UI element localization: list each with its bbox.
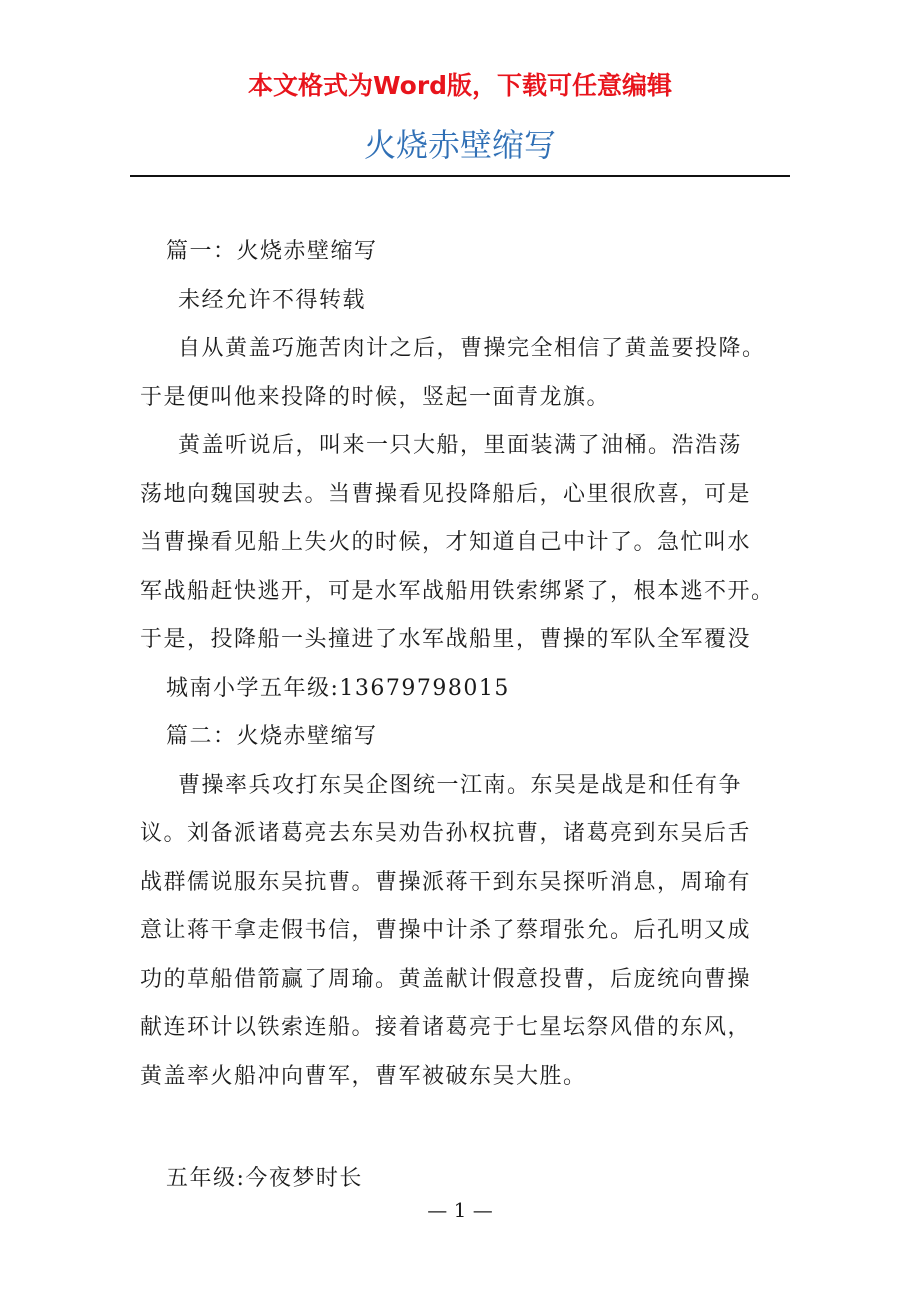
paragraph-gap [140, 1101, 800, 1155]
page-number: — 1 — [427, 1198, 493, 1222]
author-line: 城南小学五年级:13679798015 [166, 675, 510, 701]
trailing-line: 五年级:今夜梦时长 [166, 1166, 363, 1191]
paragraph-line: 曹操率兵攻打东吴企图统一江南。东吴是战是和任有争 [178, 772, 743, 798]
paragraph-line: 黄盖听说后，叫来一只大船，里面装满了油桶。浩浩荡 [178, 433, 743, 458]
paragraph-line: 议。刘备派诸葛亮去东吴劝告孙权抗曹，诸葛亮到东吴后舌 [140, 821, 752, 846]
section-heading: 篇一：火烧赤壁缩写 [166, 239, 378, 264]
paragraph-line: 功的草船借箭赢了周瑜。黄盖献计假意投曹，后庞统向曹操 [140, 966, 752, 992]
paragraph-line: 意让蒋干拿走假书信，曹操中计杀了蔡瑁张允。后孔明又成 [140, 918, 752, 943]
paragraph-line: 当曹操看见船上失火的时候，才知道自己中计了。急忙叫水 [140, 530, 752, 555]
paragraph-line: 黄盖率火船冲向曹军，曹军被破东吴大胜。 [140, 1063, 587, 1089]
copyright-notice: 未经允许不得转载 [178, 287, 367, 313]
format-banner: 本文格式为Word版，下载可任意编辑 [247, 71, 673, 100]
paragraph-line: 自从黄盖巧施苦肉计之后，曹操完全相信了黄盖要投降。 [178, 336, 766, 361]
paragraph-line: 军战船赶快逃开，可是水军战船用铁索绑紧了，根本逃不开。 [140, 578, 775, 604]
title-divider [130, 175, 790, 177]
paragraph-line: 于是便叫他来投降的时候，竖起一面青龙旗。 [140, 384, 611, 410]
paragraph-line: 献连环计以铁索连船。接着诸葛亮于七星坛祭风借的东风， [140, 1015, 752, 1040]
paragraph-line: 于是，投降船一头撞进了水军战船里，曹操的军队全军覆没 [140, 627, 752, 652]
document-body [140, 228, 800, 1204]
paragraph-line: 战群儒说服东吴抗曹。曹操派蒋干到东吴探听消息，周瑜有 [140, 869, 752, 895]
document-title: 火烧赤壁缩写 [363, 126, 556, 164]
section-heading: 篇二：火烧赤壁缩写 [166, 724, 378, 749]
paragraph-line: 荡地向魏国驶去。当曹操看见投降船后，心里很欣喜，可是 [140, 481, 752, 507]
